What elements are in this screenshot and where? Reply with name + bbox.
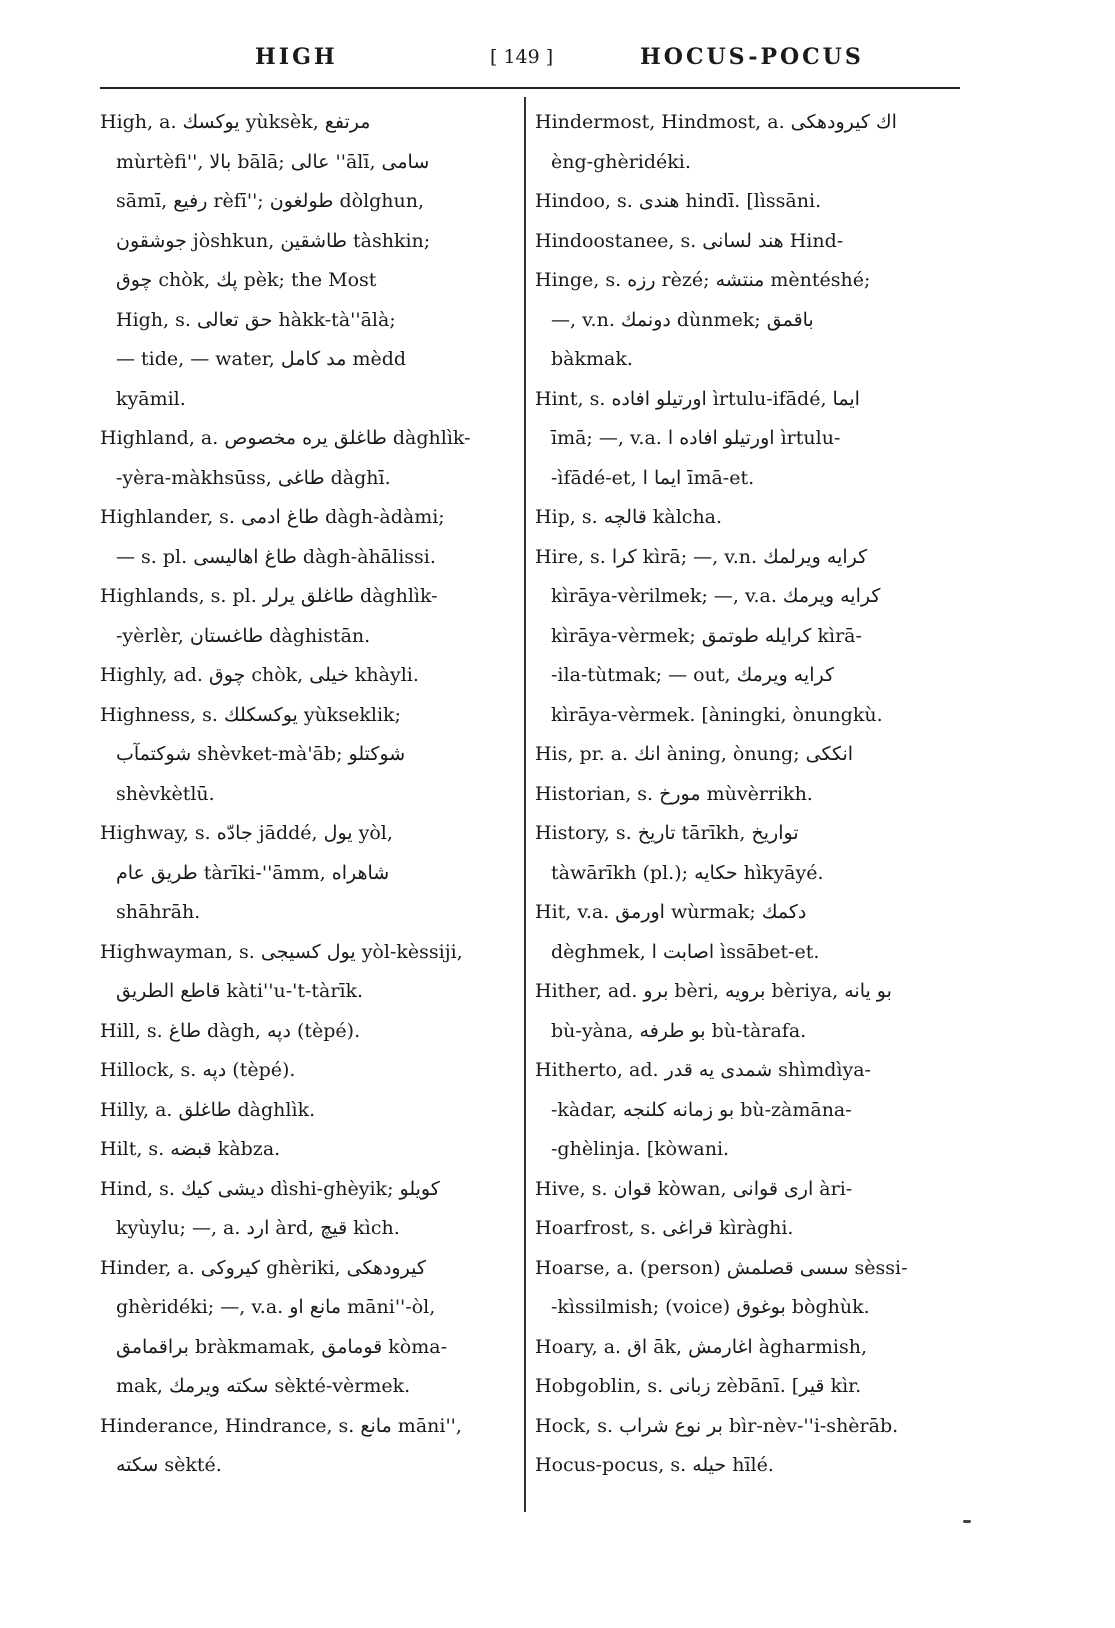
dictionary-line: -ghèlinja. [kòwani. (551, 1138, 730, 1160)
dictionary-line: Hoarse, a. (person) سسی قصلمش sèssi- (535, 1256, 908, 1279)
dictionary-line: طریق عام tàrīki-''āmm, شاهراه (116, 861, 390, 884)
dictionary-line: Hocus-pocus, s. حیله hīlé. (535, 1454, 774, 1476)
dictionary-line: Highlands, s. pl. طاغلق یرلر dàghlìk- (100, 585, 438, 607)
dictionary-line: قاطع الطریق kàti''u-'t-tàrīk. (116, 980, 364, 1002)
dictionary-line: tàwārīkh (pl.); حكایه hìkyāyé. (551, 861, 824, 884)
header-rule (100, 87, 960, 89)
dictionary-line: Highlander, s. طاغ ادمی dàgh-àdàmi; (100, 506, 445, 528)
dictionary-line: -ila-tùtmak; — out, كرایه ویرمك (551, 664, 835, 686)
dictionary-line: -yèra-màkhsūss, طاغی dàghī. (116, 466, 391, 489)
dictionary-line: Hock, s. بر نوع شراب bìr-nèv-''i-shèrāb. (535, 1414, 899, 1437)
dictionary-line: kyùylu; —, a. ارد àrd, قیچ kìch. (116, 1217, 400, 1239)
dictionary-line: Historian, s. مورخ mùvèrrikh. (535, 782, 813, 805)
dictionary-line: ghèridéki; —, v.a. مانع او māni''-òl, (116, 1296, 436, 1318)
column-divider (524, 97, 526, 1512)
dictionary-line: èng-ghèridéki. (551, 150, 691, 173)
header-left-guideword: HIGH (255, 44, 338, 70)
dictionary-line: Hint, s. اورتیلو افاده ìrtulu-ifādé, ایما (535, 387, 860, 410)
dictionary-line: Hit, v.a. اورمق wùrmak; دكمك (535, 901, 807, 923)
right-column (535, 103, 949, 1486)
dictionary-line: High, s. حق تعالی hàkk-tà''ālà; (116, 308, 396, 331)
dictionary-line: Highway, s. جادّه jāddé, یول yòl, (100, 822, 393, 844)
dictionary-line: -yèrlèr, طاغستان dàghistān. (116, 624, 371, 647)
dictionary-line: mùrtèfi'', بالا bālā; عالی ''ālī, سامی (116, 150, 430, 173)
dictionary-line: -kàdar, بو زمانه كلنجه bù-zàmāna- (551, 1098, 852, 1121)
dictionary-line: شوكتمآب shèvket-mà'āb; شوكتلو (116, 743, 406, 765)
dictionary-line: sāmī, رفیع rèfī''; طولغون dòlghun, (116, 190, 425, 212)
dictionary-line: mak, سكته ویرمك sèkté-vèrmek. (116, 1375, 411, 1397)
dictionary-line: kìrāya-vèrmek; كرایله طوتمق kìrā- (551, 624, 862, 647)
dictionary-line: سكته sèkté. (116, 1454, 222, 1476)
dictionary-line: bù-yàna, بو طرفه bù-tàrafa. (551, 1019, 807, 1042)
dictionary-line: History, s. تاریخ tārīkh, تواریخ (535, 822, 799, 844)
dictionary-line: Hind, s. دیشی كیك dìshi-ghèyik; كویلو (100, 1177, 440, 1200)
dictionary-line: Highness, s. یوكسكلك yùkseklik; (100, 703, 401, 726)
dictionary-line: Hobgoblin, s. زبانی zèbānī. [قیر kìr. (535, 1375, 862, 1397)
dictionary-line: Hinge, s. رزه rèzé; منتشه mèntéshé; (535, 269, 871, 291)
dictionary-line: Hip, s. قالچه kàlcha. (535, 506, 723, 528)
dictionary-line: Hindermost, Hindmost, a. اك كیرودهكی (535, 111, 897, 133)
dictionary-line: براقمامق bràkmamak, قومامق kòma- (116, 1335, 447, 1358)
dictionary-line: Hither, ad. برو bèri, برویه bèriya, بو یانه (535, 980, 892, 1002)
dictionary-line: Hillock, s. دپه (tèpé). (100, 1059, 296, 1081)
dictionary-line: kyāmil. (116, 387, 186, 410)
dictionary-line: shèvkètlū. (116, 782, 215, 805)
dictionary-line: -ìfādé-et, ایما ا īmā-et. (551, 466, 755, 489)
dictionary-line: shāhrāh. (116, 901, 201, 923)
dictionary-line: Hill, s. طاغ dàgh, دپه (tèpé). (100, 1019, 361, 1042)
dictionary-line: — tide, — water, مد كامل mèdd (116, 348, 407, 370)
print-speck (963, 1520, 971, 1523)
left-column (100, 103, 514, 1486)
dictionary-line: -kìssilmish; (voice) بوغوق bòghùk. (551, 1296, 870, 1318)
dictionary-line: dèghmek, اصابت ا ìssābet-et. (551, 940, 820, 963)
dictionary-line: kìrāya-vèrmek. [àningki, ònungkù. (551, 703, 883, 726)
dictionary-line: Hilly, a. طاغلق dàghlìk. (100, 1098, 316, 1121)
dictionary-line: Hire, s. كرا kìrā; —, v.n. كرایه ویرلمك (535, 545, 868, 568)
dictionary-line: Hindoo, s. هندی hindī. [lìssāni. (535, 190, 822, 212)
dictionary-line: kìrāya-vèrilmek; —, v.a. كرایه ویرمك (551, 585, 881, 607)
dictionary-line: Hinderance, Hindrance, s. مانع māni'', (100, 1414, 462, 1437)
dictionary-line: Hoary, a. اق āk, اغارمش àgharmish, (535, 1335, 868, 1358)
dictionary-line: Hitherto, ad. شمدی یه قدر shìmdìya- (535, 1059, 871, 1081)
dictionary-line: چوق chòk, پك pèk; the Most (116, 269, 377, 291)
dictionary-line: īmā; —, v.a. اورتیلو افاده ا ìrtulu- (551, 427, 841, 449)
dictionary-line: bàkmak. (551, 348, 633, 370)
dictionary-line: Highwayman, s. یول كسیجی yòl-kèssiji, (100, 940, 463, 963)
dictionary-line: His, pr. a. انك àning, ònung; انككی (535, 743, 854, 765)
dictionary-line: Hive, s. قوان kòwan, اری قوانی àri- (535, 1177, 853, 1200)
dictionary-line: Hilt, s. قبضه kàbza. (100, 1138, 281, 1160)
dictionary-line: —, v.n. دونمك dùnmek; باقمق (551, 308, 814, 331)
dictionary-line: Highly, ad. چوق chòk, خیلی khàyli. (100, 664, 419, 686)
dictionary-line: Highland, a. طاغلق یره مخصوص dàghlìk- (100, 427, 471, 449)
dictionary-line: Hindoostanee, s. هند لسانی Hind- (535, 229, 844, 252)
dictionary-line: Hinder, a. كیروكی ghèriki, كیرودهكی (100, 1256, 426, 1279)
dictionary-line: High, a. یوكسك yùksèk, مرتفع (100, 111, 371, 133)
page-number: [ 149 ] (490, 46, 554, 68)
header-right-guideword: HOCUS-POCUS (640, 44, 864, 70)
dictionary-line: Hoarfrost, s. قراغی kìràghi. (535, 1217, 794, 1239)
dictionary-line: — s. pl. طاغ اهالیسی dàgh-àhālissi. (116, 545, 436, 568)
dictionary-line: جوشقون jòshkun, طاشقین tàshkin; (116, 229, 431, 252)
running-header (100, 44, 960, 78)
